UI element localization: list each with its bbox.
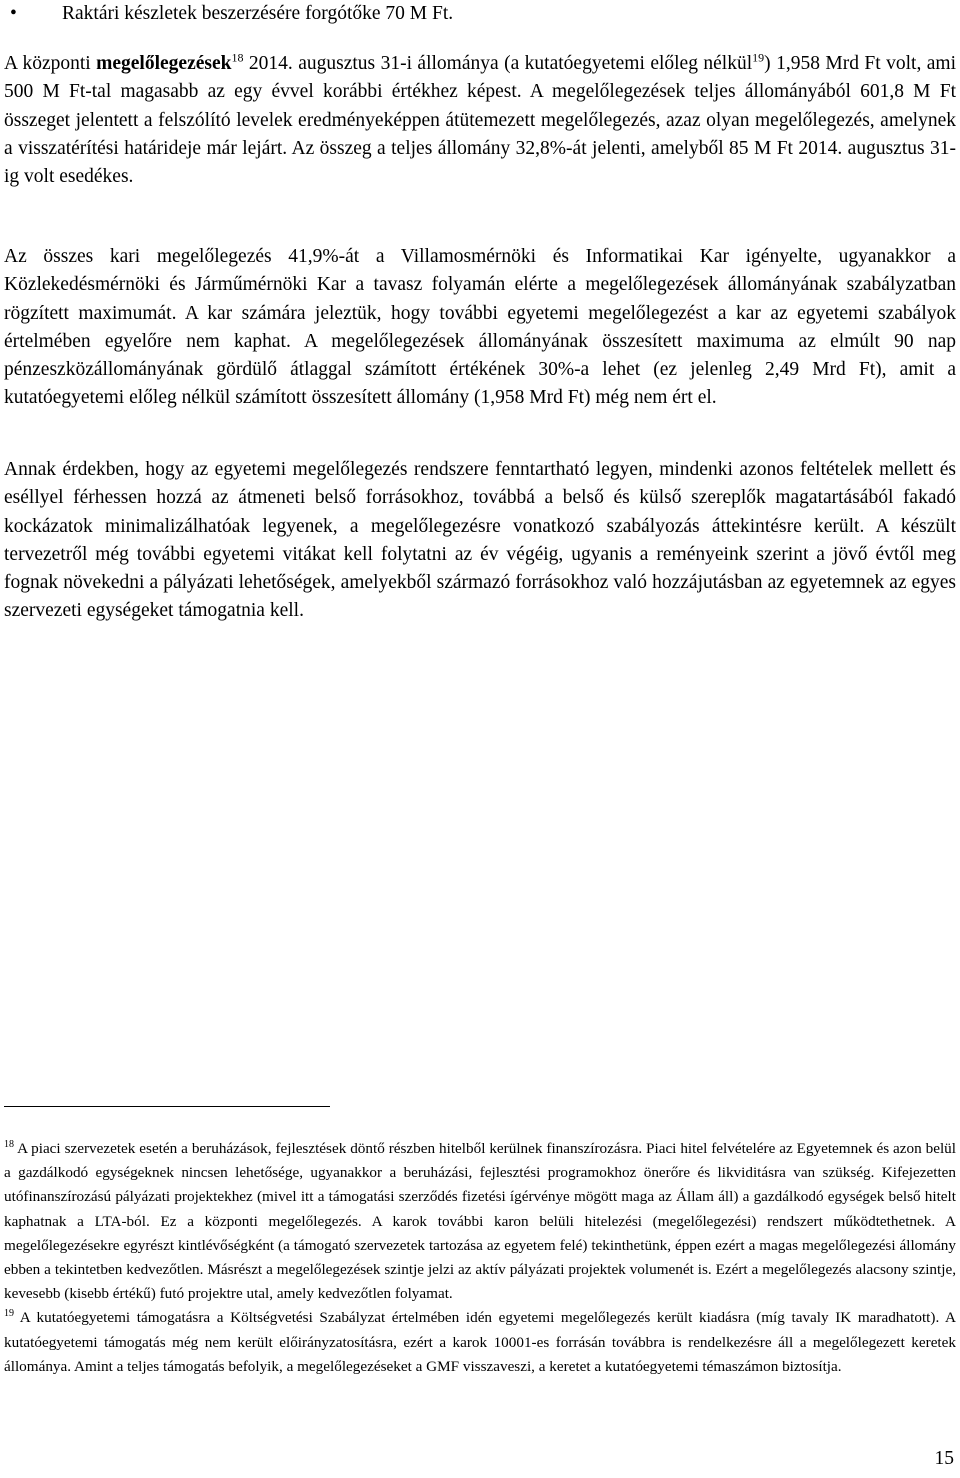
- footnote-19: [4, 1306, 956, 1379]
- footnote-number: 18: [4, 1138, 14, 1150]
- bullet-text: Raktári készletek beszerzésére forgótőke 70 M Ft.: [62, 3, 454, 24]
- paragraph-advances-status: [4, 50, 956, 191]
- footnote-18: [4, 1137, 956, 1306]
- paragraph-faculty-advances: Az összes kari megelőlegezés 41,9%-át a Villamosmérnöki és Informatikai Kar igényelte, ugyanakkor a Közlekedésmérnöki és Járműmérnöki Kar a tavasz folyamán elérte a megelőlegezések állományának szabályzatban rögzített maximumát. A kar számára jeleztük, hogy további egyetemi megelőlegezést a kar az egyetemi szabályok értelmében egyelőre nem kaphat. A megelőlegezések állományának összesített maximuma az elmúlt 90 nap pénzeszközállományának gördülő átlaggal számított értékének 30%-a lehet (ez jelenleg 2,49 Mrd Ft), amit a kutatóegyetemi előleg nélkül számított összesített állomány (1,958 Mrd Ft) még nem ért el.: [4, 246, 956, 409]
- para1-rest: ) 1,958 Mrd Ft volt, ami 500 M Ft-tal magasabb az egy évvel korábbi értékhez képest. A megelőlegezések teljes állományából 601,8 M Ft összeget jelentett a felszólító levelek eredményeképpen átütemezett megelőlegezés, azaz olyan megelőlegezés, amelynek a visszatérítési határideje már lejárt. Az összeg a teljes állomány 32,8%-át jelenti, amelyből 85 M Ft 2014. augusztus 31-ig volt esedékes.: [4, 53, 956, 188]
- footnotes: [4, 1137, 956, 1379]
- para1-intro: A központi: [4, 53, 97, 74]
- para1-term: megelőlegezések: [96, 53, 232, 74]
- para1-mid: 2014. augusztus 31-i állománya (a kutatóegyetemi előleg nélkül: [243, 53, 753, 74]
- footnote-separator: [4, 1106, 330, 1107]
- footnote-ref-18: 18: [231, 50, 244, 65]
- footnote-ref-19: 19: [752, 50, 765, 65]
- bullet-marker: •: [10, 3, 17, 24]
- paragraph-regulation-review: Annak érdekben, hogy az egyetemi megelőlegezés rendszere fenntartható legyen, mindenki azonos feltételek mellett és eséllyel férhessen hozzá az átmeneti belső forrásokhoz, továbbá a belső és külső szereplők magatartásából fakadó kockázatok minimalizálhatóak legyenek, a megelőlegezésre vonatkozó szabályozás áttekintésre került. A készült tervezetről még további egyetemi vitákat kell folytatni az év végéig, ugyanis a reményeink szerint a jövő évtől meg fognak növekedni a pályázati lehetőségek, amelyekből származó forrásokhoz való hozzájutásban az egyetemnek az egyes szervezeti egységeket támogatnia kell.: [4, 459, 956, 622]
- page-number: 15: [934, 1448, 954, 1469]
- footnote-number: 19: [4, 1308, 14, 1320]
- bullet-item: [4, 0, 956, 28]
- footnote-text: A piaci szervezetek esetén a beruházások, fejlesztések döntő részben hitelből kerülnek finanszírozásra. Piaci hitel felvételére az Egyetemnek és azon belül a gazdálkodó egységeknek nincsen lehetősége, ugyanakkor a beruházási, fejlesztési programokhoz önerőre és likviditásra van szükség. Kifejezetten utófinanszírozású pályázati projektekhez (mivel itt a támogatási szerződés fizetési ígérvénye mögött maga az Állam áll) a gazdálkodó egységek belső hitelt kaphatnak a LTA-ból. Ez a központi megelőlegezés. A karok további karon belüli hitelezési (megelőlegezési) rendszert működtethetnek. A megelőlegezésekre egyrészt kintlévőségként (a támogató szervezetek tartozása az egyetem felé) tekinthetünk, éppen ezért a magas megelőlegezési állomány ebben a tekintetben kedvezőtlen. Másrészt a megelőlegezések szintje jelzi az aktív pályázati projektek volumenét is. Ezért a megelőlegezés alacsony szintje, kevesebb (kisebb értékű) futó projektre utal, amely kedvezőtlen folyamat.: [4, 1140, 956, 1303]
- footnote-text: A kutatóegyetemi támogatásra a Költségvetési Szabályzat értelmében idén egyetemi megelőlegezés került kiadásra (míg tavaly IK maradhatott). A kutatóegyetemi támogatás még nem került előirányzatosításra, ezért a karok 10001-es forrásán továbbra is rendelkezésre áll a megelőlegezett keretek állománya. Amint a teljes támogatás befolyik, a megelőlegezéseket a GMF visszaveszi, a keretet a kutatóegyetemi témaszámon biztosítja.: [4, 1309, 956, 1375]
